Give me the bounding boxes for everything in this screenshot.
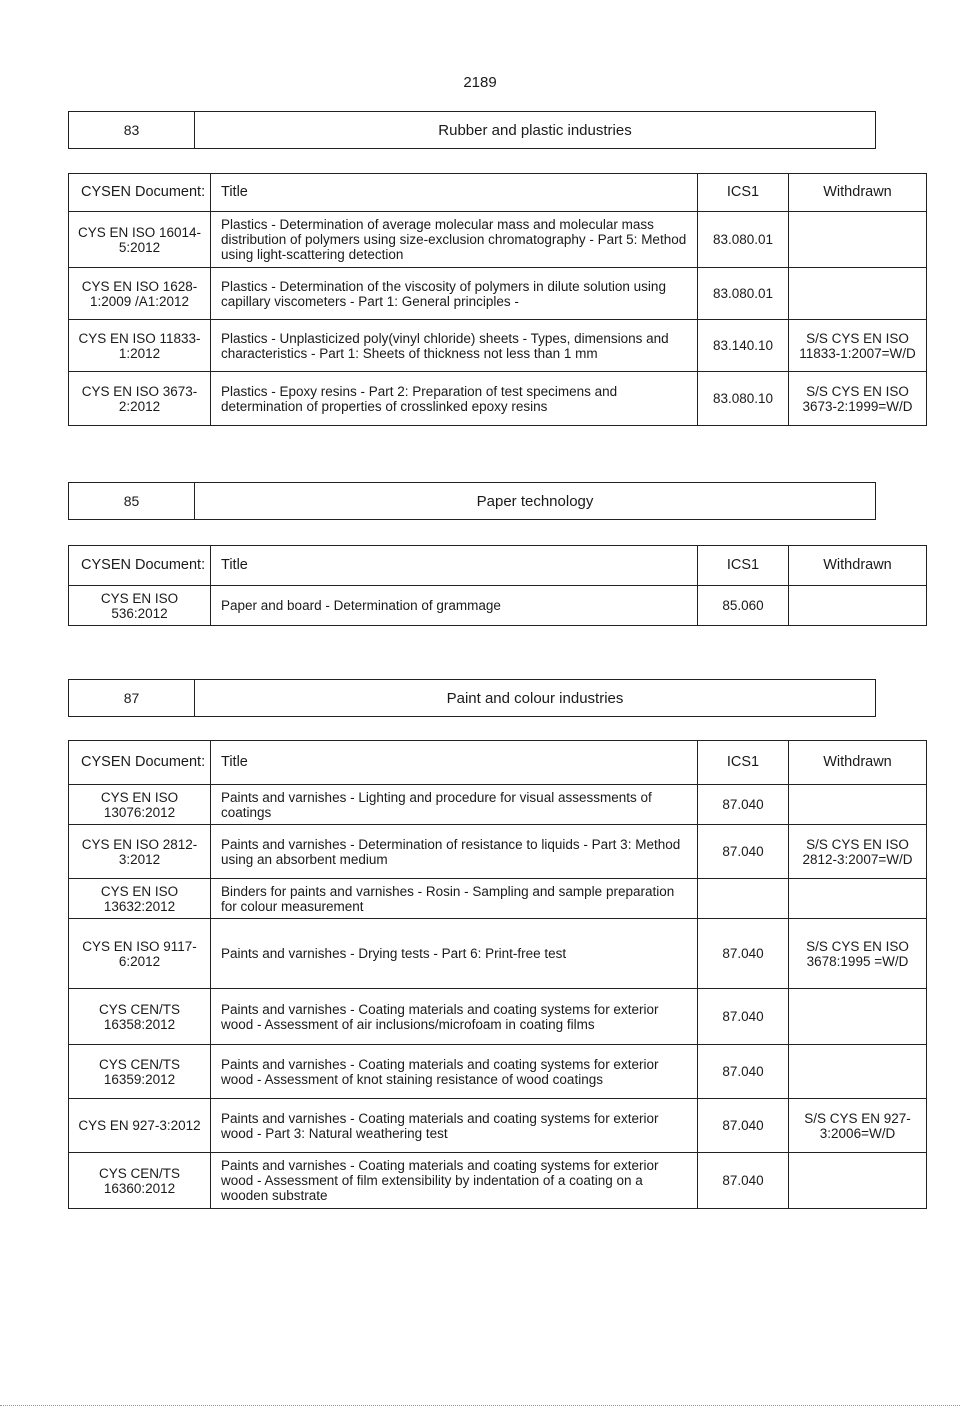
column-header-withdrawn: Withdrawn (789, 174, 927, 212)
column-header-title: Title (211, 174, 698, 212)
section-title: Paper technology (476, 492, 594, 510)
column-header-withdrawn: Withdrawn (789, 546, 927, 586)
withdrawn-note: S/S CYS EN ISO 3673-2:1999=W/D (789, 372, 927, 426)
document-number: CYS EN ISO 13632:2012 (69, 879, 211, 919)
document-title: Paints and varnishes - Coating materials and coating systems for exterior wood - Assessment of knot staining resistance of wood coatings (211, 1045, 698, 1099)
column-header-title: Title (211, 546, 698, 586)
table-row (69, 1045, 927, 1099)
column-header-title: Title (211, 741, 698, 785)
standards-table-87 (68, 740, 927, 1209)
table-row (69, 785, 927, 825)
document-number: CYS EN ISO 1628-1:2009 /A1:2012 (69, 268, 211, 320)
document-title: Binders for paints and varnishes - Rosin - Sampling and sample preparation for colour measurement (211, 879, 698, 919)
section-header-83 (68, 111, 876, 149)
section-title: Paint and colour industries (446, 689, 624, 707)
ics-code: 87.040 (698, 1153, 789, 1209)
table-row (69, 586, 927, 626)
column-header-document: CYSEN Document: (69, 741, 211, 785)
column-header-ics: ICS1 (698, 174, 789, 212)
table-row (69, 1099, 927, 1153)
table-row (69, 989, 927, 1045)
section-title: Rubber and plastic industries (438, 121, 632, 139)
ics-code: 87.040 (698, 825, 789, 879)
table-row (69, 879, 927, 919)
withdrawn-note (789, 268, 927, 320)
withdrawn-note: S/S CYS EN ISO 2812-3:2007=W/D (789, 825, 927, 879)
document-number: CYS EN ISO 2812-3:2012 (69, 825, 211, 879)
document-number: CYS EN 927-3:2012 (69, 1099, 211, 1153)
table-row (69, 825, 927, 879)
ics-code: 85.060 (698, 586, 789, 626)
document-number: CYS EN ISO 13076:2012 (69, 785, 211, 825)
withdrawn-note (789, 879, 927, 919)
document-title: Plastics - Determination of average molecular mass and molecular mass distribution of polymers using size-exclusion chromatography - Part 5: Method using light-scattering detection (211, 212, 698, 268)
document-number: CYS EN ISO 16014-5:2012 (69, 212, 211, 268)
section-number: 83 (69, 112, 195, 148)
ics-code: 87.040 (698, 785, 789, 825)
document-title: Paints and varnishes - Drying tests - Part 6: Print-free test (211, 919, 698, 989)
withdrawn-note: S/S CYS EN ISO 3678:1995 =W/D (789, 919, 927, 989)
ics-code: 83.080.01 (698, 212, 789, 268)
document-number: CYS EN ISO 536:2012 (69, 586, 211, 626)
ics-code: 83.080.01 (698, 268, 789, 320)
ics-code: 87.040 (698, 1099, 789, 1153)
ics-code: 83.080.10 (698, 372, 789, 426)
withdrawn-note (789, 212, 927, 268)
ics-code: 87.040 (698, 919, 789, 989)
column-header-withdrawn: Withdrawn (789, 741, 927, 785)
section-header-85 (68, 482, 876, 520)
column-header-document: CYSEN Document: (69, 546, 211, 586)
document-number: CYS EN ISO 11833-1:2012 (69, 320, 211, 372)
section-header-87 (68, 679, 876, 717)
column-header-document: CYSEN Document: (69, 174, 211, 212)
withdrawn-note (789, 785, 927, 825)
table-row (69, 320, 927, 372)
document-number: CYS CEN/TS 16360:2012 (69, 1153, 211, 1209)
document-title: Paints and varnishes - Coating materials and coating systems for exterior wood - Assessment of film extensibility by indentation of a coating on a wooden substrate (211, 1153, 698, 1209)
withdrawn-note: S/S CYS EN 927-3:2006=W/D (789, 1099, 927, 1153)
section-number: 85 (69, 483, 195, 519)
column-header-ics: ICS1 (698, 741, 789, 785)
table-row (69, 268, 927, 320)
withdrawn-note (789, 989, 927, 1045)
withdrawn-note (789, 1045, 927, 1099)
section-number: 87 (69, 680, 195, 716)
standards-table-85 (68, 545, 927, 626)
ics-code: 87.040 (698, 1045, 789, 1099)
document-title: Plastics - Unplasticized poly(vinyl chloride) sheets - Types, dimensions and characteristics - Part 1: Sheets of thickness not less than 1 mm (211, 320, 698, 372)
footer-divider (0, 1405, 960, 1406)
table-row (69, 1153, 927, 1209)
document-number: CYS EN ISO 9117-6:2012 (69, 919, 211, 989)
withdrawn-note (789, 586, 927, 626)
document-title: Paints and varnishes - Coating materials and coating systems for exterior wood - Part 3: Natural weathering test (211, 1099, 698, 1153)
document-title: Plastics - Epoxy resins - Part 2: Preparation of test specimens and determination of properties of crosslinked epoxy resins (211, 372, 698, 426)
document-title: Paper and board - Determination of grammage (211, 586, 698, 626)
table-header-row (69, 741, 927, 785)
ics-code: 87.040 (698, 989, 789, 1045)
document-title: Paints and varnishes - Lighting and procedure for visual assessments of coatings (211, 785, 698, 825)
table-header-row (69, 174, 927, 212)
table-row (69, 372, 927, 426)
table-header-row (69, 546, 927, 586)
table-row (69, 919, 927, 989)
withdrawn-note: S/S CYS EN ISO 11833-1:2007=W/D (789, 320, 927, 372)
standards-table-83 (68, 173, 927, 426)
document-number: CYS CEN/TS 16358:2012 (69, 989, 211, 1045)
document-number: CYS EN ISO 3673-2:2012 (69, 372, 211, 426)
page-number: 2189 (463, 74, 497, 91)
ics-code (698, 879, 789, 919)
withdrawn-note (789, 1153, 927, 1209)
document-title: Paints and varnishes - Determination of resistance to liquids - Part 3: Method using an absorbent medium (211, 825, 698, 879)
table-row (69, 212, 927, 268)
document-number: CYS CEN/TS 16359:2012 (69, 1045, 211, 1099)
document-title: Paints and varnishes - Coating materials and coating systems for exterior wood - Assessment of air inclusions/microfoam in coating films (211, 989, 698, 1045)
document-title: Plastics - Determination of the viscosity of polymers in dilute solution using capillary viscometers - Part 1: General principles - (211, 268, 698, 320)
ics-code: 83.140.10 (698, 320, 789, 372)
column-header-ics: ICS1 (698, 546, 789, 586)
